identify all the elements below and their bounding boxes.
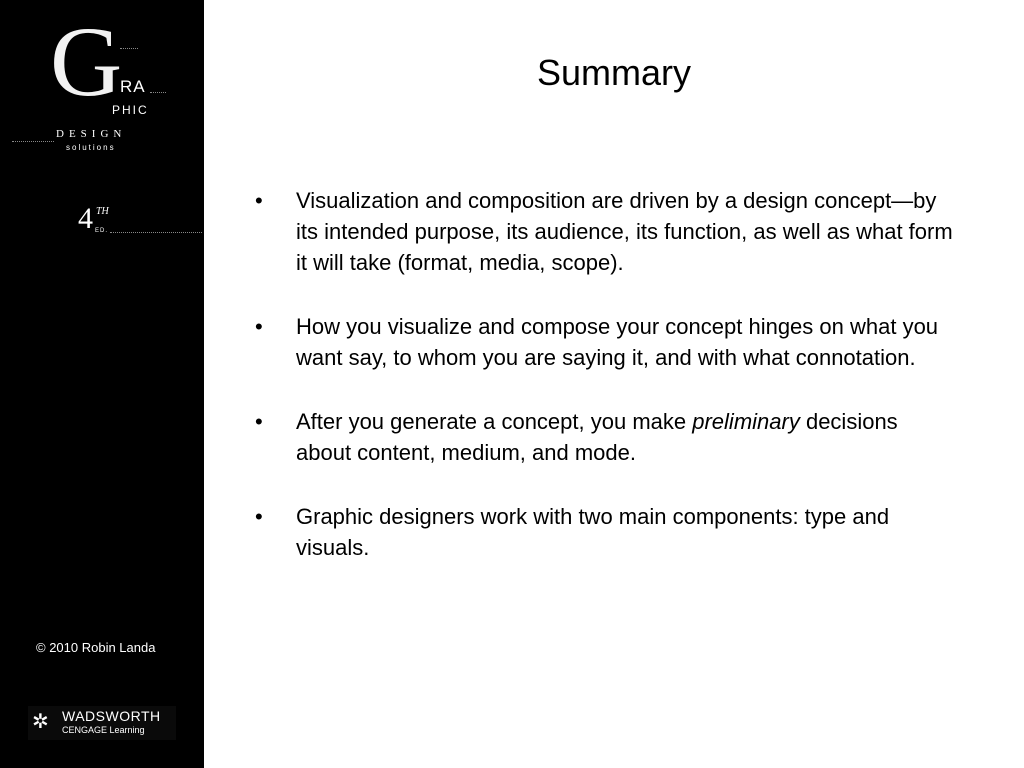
bullet-text-before: After you generate a concept, you make (296, 409, 693, 434)
logo-phic: PHIC (112, 103, 149, 117)
edition-number: 4 (78, 202, 93, 235)
publisher-logo (28, 706, 176, 740)
edition-label: ED. (95, 228, 109, 234)
publisher-name: WADSWORTH (62, 708, 161, 724)
bullet-item (255, 185, 955, 278)
bullet-marker: • (255, 504, 263, 529)
sidebar (0, 0, 204, 768)
logo-design: DESIGN (56, 128, 127, 140)
bullet-marker: • (255, 409, 263, 434)
bullet-text-emphasis: preliminary (692, 409, 800, 434)
copyright-text: © 2010 Robin Landa (36, 640, 156, 655)
publisher-subtitle: CENGAGE Learning (62, 725, 145, 735)
slide-title-text: Summary (536, 52, 692, 93)
bullet-text: How you visualize and compose your concept hinges on what you want say, to whom you are saying it, and with what connotation. (296, 314, 939, 370)
slide-content (255, 185, 955, 596)
edition-suffix: TH (96, 206, 109, 217)
publisher-star-icon: ✲ (32, 711, 49, 733)
bullet-list (255, 185, 955, 563)
logo-letter-g: G (50, 6, 121, 117)
bullet-marker: • (255, 314, 263, 339)
bullet-text: Visualization and composition are driven by a design concept—by its intended purpose, its audience, its function, as well as what form it will take (format, media, scope). (296, 188, 953, 275)
bullet-text-after: decisions about content, medium, and mode. (296, 409, 898, 465)
bullet-text: Graphic designers work with two main components: type and visuals. (296, 504, 890, 560)
bullet-item (255, 311, 955, 373)
logo-solutions: solutions (66, 143, 116, 152)
decorative-line (120, 48, 138, 49)
slide-title (204, 52, 1024, 94)
decorative-line (12, 141, 54, 142)
bullet-item (255, 406, 955, 468)
logo-ra: RA (120, 77, 146, 96)
bullet-item (255, 501, 955, 563)
bullet-marker: • (255, 188, 263, 213)
decorative-line (150, 92, 166, 93)
decorative-line (110, 232, 202, 233)
